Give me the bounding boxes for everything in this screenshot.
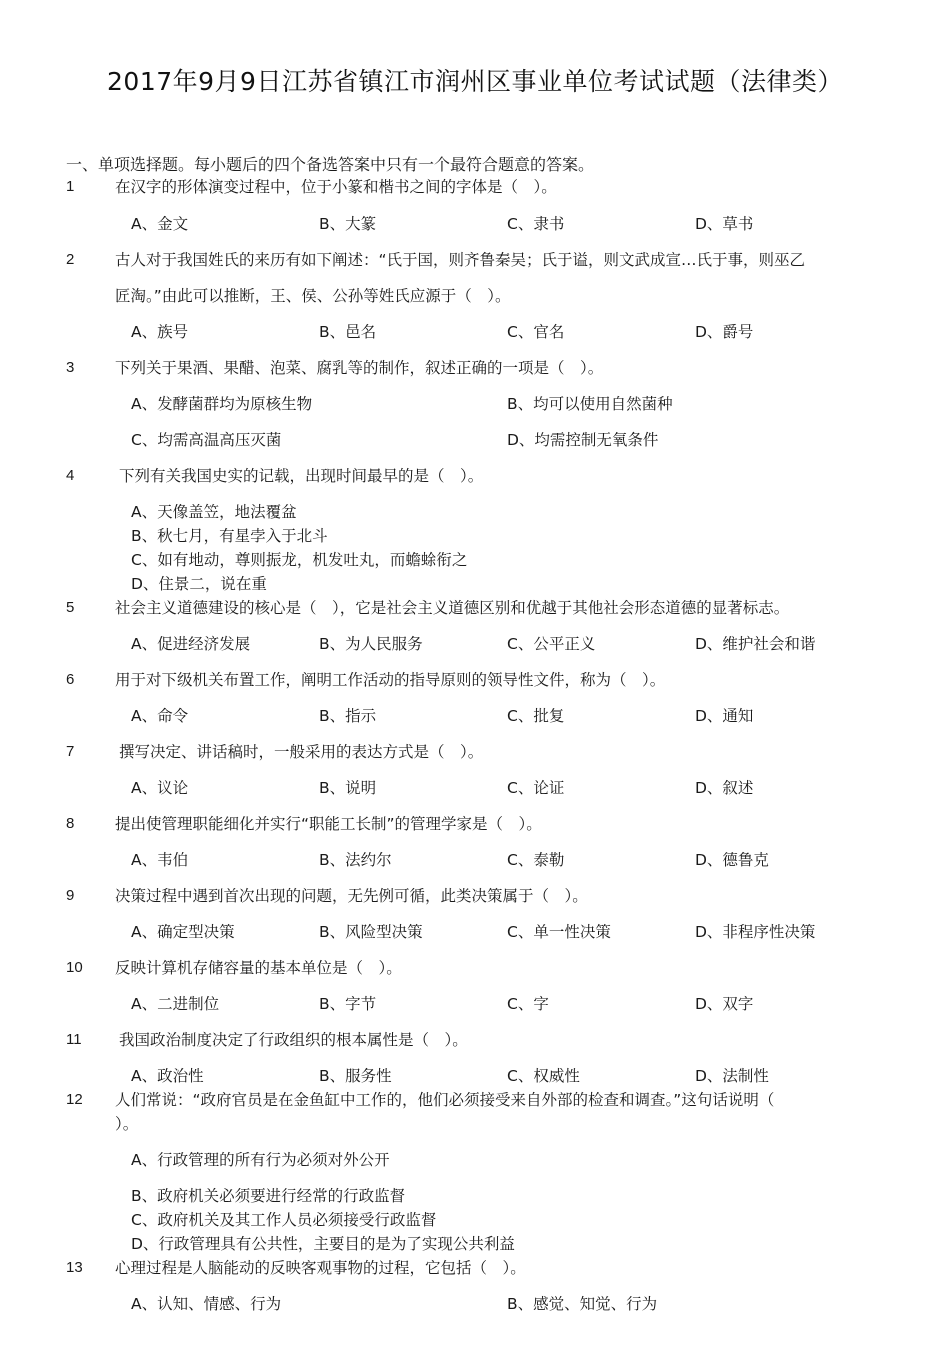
question-text: 人们常说：“政府官员是在金鱼缸中工作的，他们必须接受来自外部的检查和调查。”这句话说明（: [115, 1091, 775, 1109]
option-b: B、服务性: [319, 1067, 392, 1085]
option-a: A、天像盖笠，地法覆盆: [131, 503, 297, 521]
option-a: A、二进制位: [131, 995, 220, 1013]
option-d: D、行政管理具有公共性，主要目的是为了实现公共利益: [131, 1235, 515, 1253]
option-d: D、双字: [695, 995, 754, 1013]
question-number: 7: [66, 743, 75, 760]
option-b: B、风险型决策: [319, 923, 423, 941]
option-c: C、如有地动，尊则振龙，机发吐丸，而蟾蜍衔之: [131, 551, 468, 569]
option-b: B、政府机关必须要进行经常的行政监督: [131, 1187, 406, 1205]
option-a: A、命令: [131, 707, 189, 725]
question-text: 提出使管理职能细化并实行“职能工长制”的管理学家是（ ）。: [115, 815, 542, 833]
option-a: A、议论: [131, 779, 189, 797]
question-text: 下列有关我国史实的记载，出现时间最早的是（ ）。: [119, 467, 484, 485]
option-c: C、权威性: [507, 1067, 580, 1085]
option-a: A、金文: [131, 215, 189, 233]
question-text: 我国政治制度决定了行政组织的根本属性是（ ）。: [119, 1031, 468, 1049]
option-a: A、确定型决策: [131, 923, 235, 941]
option-d: D、维护社会和谐: [695, 635, 816, 653]
option-b: B、均可以使用自然菌种: [507, 395, 673, 413]
option-d: D、非程序性决策: [695, 923, 816, 941]
option-a: A、韦伯: [131, 851, 189, 869]
question-number: 6: [66, 671, 75, 688]
question-text: ）。: [115, 1115, 139, 1133]
option-c: C、公平正义: [507, 635, 596, 653]
option-c: C、均需高温高压灭菌: [131, 431, 282, 449]
option-b: B、秋七月，有星孛入于北斗: [131, 527, 328, 545]
question-text: 下列关于果酒、果醋、泡菜、腐乳等的制作，叙述正确的一项是（ ）。: [115, 359, 604, 377]
option-b: B、邑名: [319, 323, 377, 341]
question-number: 9: [66, 887, 75, 904]
option-c: C、泰勒: [507, 851, 565, 869]
option-a: A、政治性: [131, 1067, 204, 1085]
option-a: A、发酵菌群均为原核生物: [131, 395, 313, 413]
option-d: D、住景二，说在重: [131, 575, 267, 593]
question-number: 12: [66, 1091, 83, 1108]
option-c: C、字: [507, 995, 549, 1013]
document-title: 2017年9月9日江苏省镇江市润州区事业单位考试试题（法律类）: [107, 67, 843, 96]
question-text: 撰写决定、讲话稿时，一般采用的表达方式是（ ）。: [119, 743, 484, 761]
option-c: C、官名: [507, 323, 565, 341]
option-a: A、族号: [131, 323, 189, 341]
question-number: 10: [66, 959, 83, 976]
option-d: D、草书: [695, 215, 754, 233]
question-number: 11: [66, 1031, 82, 1048]
question-text: 古人对于我国姓氏的来历有如下阐述：“氏于国，则齐鲁秦吴；氏于谥，则文武成宣…氏于事，则巫乙: [115, 251, 806, 269]
question-number: 5: [66, 599, 75, 616]
option-b: B、感觉、知觉、行为: [507, 1295, 658, 1313]
option-b: B、为人民服务: [319, 635, 423, 653]
option-c: C、隶书: [507, 215, 565, 233]
option-c: C、政府机关及其工作人员必须接受行政监督: [131, 1211, 437, 1229]
option-b: B、指示: [319, 707, 377, 725]
option-d: D、爵号: [695, 323, 754, 341]
question-text: 用于对下级机关布置工作，阐明工作活动的指导原则的领导性文件，称为（ ）。: [115, 671, 666, 689]
question-number: 8: [66, 815, 75, 832]
question-text: 决策过程中遇到首次出现的问题，无先例可循，此类决策属于（ ）。: [115, 887, 588, 905]
question-text: 在汉字的形体演变过程中，位于小篆和楷书之间的字体是（ ）。: [115, 178, 557, 196]
option-b: B、法约尔: [319, 851, 392, 869]
option-a: A、行政管理的所有行为必须对外公开: [131, 1151, 390, 1169]
option-a: A、促进经济发展: [131, 635, 251, 653]
option-d: D、均需控制无氧条件: [507, 431, 659, 449]
question-text: 匠淘。”由此可以推断，王、侯、公孙等姓氏应源于（ ）。: [115, 287, 511, 305]
question-number: 3: [66, 359, 75, 376]
option-c: C、单一性决策: [507, 923, 611, 941]
option-c: C、论证: [507, 779, 565, 797]
section-heading: 一、单项选择题。每小题后的四个备选答案中只有一个最符合题意的答案。: [66, 155, 595, 174]
question-text: 心理过程是人脑能动的反映客观事物的过程，它包括（ ）。: [115, 1259, 526, 1277]
option-b: B、字节: [319, 995, 377, 1013]
question-text: 社会主义道德建设的核心是（ ），它是社会主义道德区别和优越于其他社会形态道德的显著标志。: [115, 599, 790, 617]
question-number: 4: [66, 467, 75, 484]
option-b: B、大篆: [319, 215, 377, 233]
option-d: D、通知: [695, 707, 754, 725]
option-d: D、德鲁克: [695, 851, 769, 869]
option-d: D、叙述: [695, 779, 754, 797]
option-c: C、批复: [507, 707, 565, 725]
question-number: 2: [66, 251, 75, 268]
question-number: 1: [66, 178, 75, 195]
option-a: A、认知、情感、行为: [131, 1295, 282, 1313]
option-b: B、说明: [319, 779, 377, 797]
question-number: 13: [66, 1259, 83, 1276]
question-text: 反映计算机存储容量的基本单位是（ ）。: [115, 959, 402, 977]
option-d: D、法制性: [695, 1067, 769, 1085]
